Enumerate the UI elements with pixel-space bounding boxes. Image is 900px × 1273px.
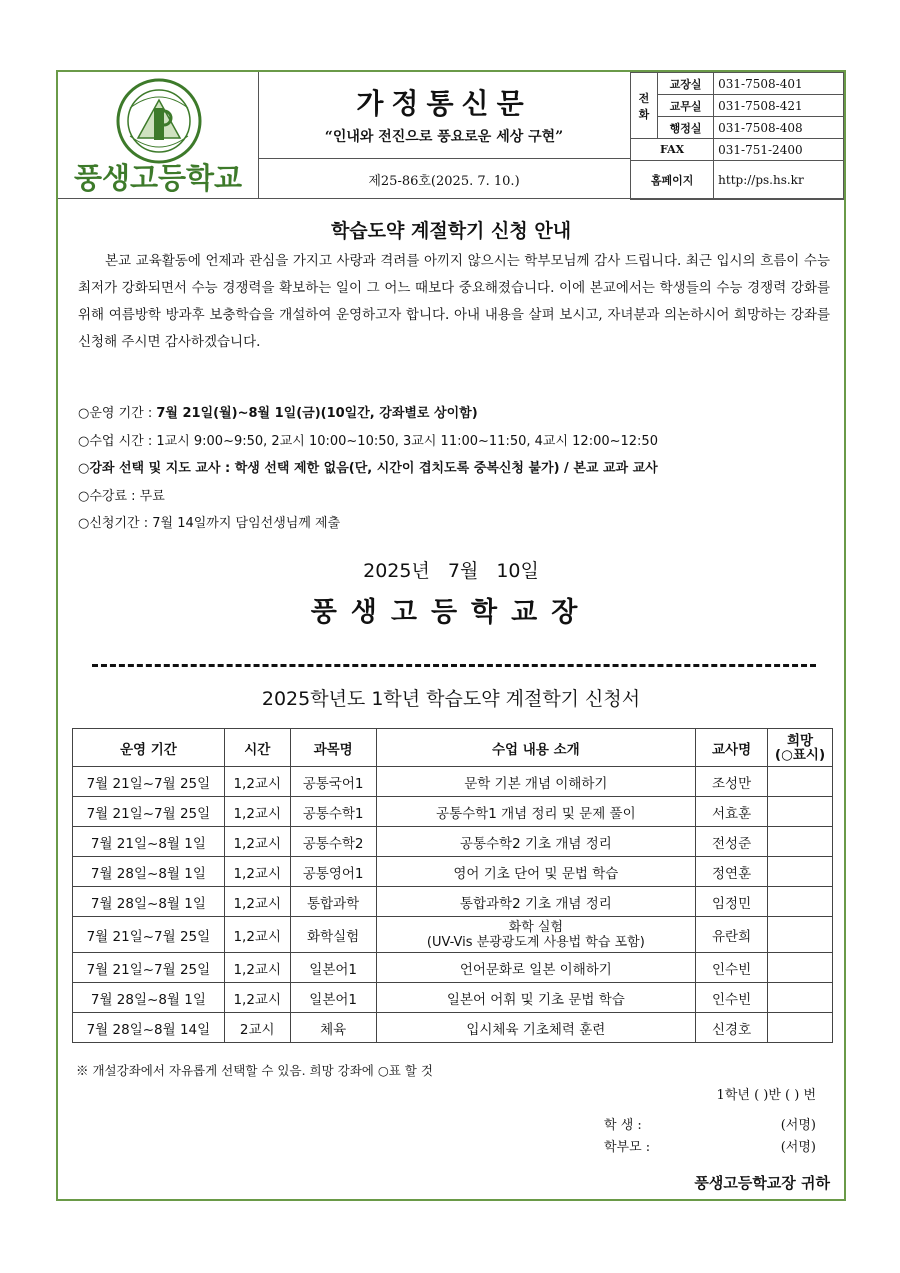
hope-checkbox-cell[interactable] bbox=[768, 797, 833, 827]
cut-line bbox=[92, 664, 816, 667]
content-cell: 통합과학2 기초 개념 정리 bbox=[376, 887, 696, 917]
notice-items bbox=[78, 400, 838, 538]
content-cell: 일본어 어휘 및 기초 문법 학습 bbox=[376, 983, 696, 1013]
column-header: 교사명 bbox=[696, 729, 768, 767]
issue-number: 제25-86호(2025. 7. 10.) bbox=[368, 174, 520, 189]
teacher-cell: 유란희 bbox=[696, 917, 768, 953]
column-header: 운영 기간 bbox=[73, 729, 225, 767]
student-signature-field[interactable]: (서명) bbox=[780, 1118, 816, 1133]
fax-value: 031-751-2400 bbox=[714, 139, 844, 161]
period-cell: 7월 28일~8월 14일 bbox=[73, 1013, 225, 1043]
student-label: 학 생 : bbox=[604, 1118, 642, 1133]
hope-checkbox-cell[interactable] bbox=[768, 827, 833, 857]
subject-cell: 일본어1 bbox=[290, 983, 376, 1013]
column-header: 수업 내용 소개 bbox=[376, 729, 696, 767]
content-cell bbox=[376, 917, 696, 953]
period-cell: 7월 28일~8월 1일 bbox=[73, 857, 225, 887]
hope-mark-label: (○표시) bbox=[774, 746, 826, 763]
content-cell: 언어문화로 일본 이해하기 bbox=[376, 953, 696, 983]
time-cell: 1,2교시 bbox=[224, 887, 290, 917]
time-cell: 2교시 bbox=[224, 1013, 290, 1043]
table-row bbox=[73, 917, 833, 953]
time-cell: 1,2교시 bbox=[224, 857, 290, 887]
hope-checkbox-cell[interactable] bbox=[768, 917, 833, 953]
time-cell: 1,2교시 bbox=[224, 983, 290, 1013]
fax-label: FAX bbox=[631, 139, 714, 161]
teacher-cell: 신경호 bbox=[696, 1013, 768, 1043]
notice-item-label: ○수업 시간 : bbox=[78, 433, 157, 449]
period-cell: 7월 21일~7월 25일 bbox=[73, 953, 225, 983]
hope-checkbox-cell[interactable] bbox=[768, 1013, 833, 1043]
notice-item-value: 7월 21일(월)~8월 1일(금)(10일간, 강좌별로 상이함) bbox=[156, 406, 478, 421]
teacher-cell: 서효훈 bbox=[696, 797, 768, 827]
period-cell: 7월 21일~7월 25일 bbox=[73, 767, 225, 797]
teacher-cell: 정연훈 bbox=[696, 857, 768, 887]
notice-item bbox=[78, 483, 838, 511]
hope-label: 희망 bbox=[786, 732, 814, 749]
notice-paragraph: 본교 교육활동에 언제과 관심을 가지고 사랑과 격려를 아끼지 않으시는 학부모님께 감사 드립니다. 최근 입시의 흐름이 수능 최저가 강화되면서 수능 경쟁력을 확보하는 일이 그 어느 때보다 중요해졌습니다. 이에 본교에서는 학생들의 수능 경쟁력 강화를 위해 여름방학 방과후 보충학습을 개설하여 운영하고자 합니다. 아내 내용을 살펴 보시고, 자녀분과 의논하시어 희망하는 강좌를 신청해 주시면 감사하겠습니다. bbox=[78, 253, 830, 350]
newsletter-title: 가정통신문 bbox=[356, 87, 532, 120]
content-line: (UV-Vis 분광광도계 사용법 학습 포함) bbox=[426, 934, 645, 950]
subject-cell: 공통수학2 bbox=[290, 827, 376, 857]
column-header-hope bbox=[768, 729, 833, 767]
content-cell: 문학 기본 개념 이해하기 bbox=[376, 767, 696, 797]
notice-item-value: 무료 bbox=[139, 488, 165, 504]
table-row bbox=[73, 767, 833, 797]
content-cell: 영어 기초 단어 및 문법 학습 bbox=[376, 857, 696, 887]
notice-item bbox=[78, 455, 838, 483]
teacher-cell: 전성준 bbox=[696, 827, 768, 857]
principal-signature: 풍생고등학교장 bbox=[310, 597, 592, 628]
column-header: 시간 bbox=[224, 729, 290, 767]
school-seal-icon bbox=[116, 78, 202, 164]
time-cell: 1,2교시 bbox=[224, 917, 290, 953]
notice-item bbox=[78, 510, 838, 538]
subject-cell: 공통영어1 bbox=[290, 857, 376, 887]
teacher-cell: 인수빈 bbox=[696, 983, 768, 1013]
subject-cell: 화학실험 bbox=[290, 917, 376, 953]
period-cell: 7월 21일~7월 25일 bbox=[73, 917, 225, 953]
teacher-cell: 임정민 bbox=[696, 887, 768, 917]
content-cell: 입시체육 기초체력 훈련 bbox=[376, 1013, 696, 1043]
school-logo bbox=[58, 72, 259, 198]
period-cell: 7월 21일~7월 25일 bbox=[73, 797, 225, 827]
contact-label: 교장실 bbox=[658, 73, 714, 95]
content-cell: 공통수학1 개념 정리 및 문제 풀이 bbox=[376, 797, 696, 827]
hope-checkbox-cell[interactable] bbox=[768, 767, 833, 797]
content-cell: 공통수학2 기초 개념 정리 bbox=[376, 827, 696, 857]
period-cell: 7월 28일~8월 1일 bbox=[73, 983, 225, 1013]
course-table-header bbox=[73, 729, 833, 767]
form-title: 2025학년도 1학년 학습도약 계절학기 신청서 bbox=[261, 688, 641, 710]
hope-checkbox-cell[interactable] bbox=[768, 983, 833, 1013]
contact-label: 교무실 bbox=[658, 95, 714, 117]
time-cell: 1,2교시 bbox=[224, 797, 290, 827]
parent-signature-field[interactable]: (서명) bbox=[780, 1140, 816, 1155]
time-cell: 1,2교시 bbox=[224, 767, 290, 797]
notice-title: 학습도약 계절학기 신청 안내 bbox=[330, 220, 572, 242]
subject-cell: 통합과학 bbox=[290, 887, 376, 917]
homepage-link[interactable]: http://ps.hs.kr bbox=[714, 161, 844, 200]
table-row bbox=[73, 887, 833, 917]
course-table bbox=[72, 728, 833, 1043]
contact-label: 행정실 bbox=[658, 117, 714, 139]
subject-cell: 체육 bbox=[290, 1013, 376, 1043]
newsletter-header bbox=[58, 72, 844, 199]
table-row bbox=[73, 1013, 833, 1043]
contact-value: 031-7508-408 bbox=[714, 117, 844, 139]
notice-item bbox=[78, 400, 838, 428]
content-line: 화학 실험 bbox=[508, 919, 564, 935]
phone-label: 전화 bbox=[631, 73, 658, 139]
hope-checkbox-cell[interactable] bbox=[768, 887, 833, 917]
table-row bbox=[73, 983, 833, 1013]
table-row bbox=[73, 797, 833, 827]
column-header: 과목명 bbox=[290, 729, 376, 767]
parent-label: 학부모 : bbox=[604, 1140, 651, 1155]
form-note: ※ 개설강좌에서 자유롭게 선택할 수 있음. 희망 강좌에 ○표 할 것 bbox=[76, 1063, 433, 1078]
notice-item-value: 7월 14일까지 담임선생님께 제출 bbox=[152, 516, 341, 531]
addressee: 풍생고등학교장 귀하 bbox=[694, 1174, 830, 1192]
table-row bbox=[73, 953, 833, 983]
contact-value: 031-7508-421 bbox=[714, 95, 844, 117]
hope-checkbox-cell[interactable] bbox=[768, 953, 833, 983]
notice-item-label: ○신청기간 : bbox=[78, 516, 153, 531]
notice-item-value: 학생 선택 제한 없음(단, 시간이 겹치도록 중복신청 불가) / 본교 교과 교사 bbox=[234, 461, 658, 476]
school-name-logo: 풍생고등학교 bbox=[73, 161, 243, 195]
table-row bbox=[73, 827, 833, 857]
subject-cell: 일본어1 bbox=[290, 953, 376, 983]
hope-checkbox-cell[interactable] bbox=[768, 857, 833, 887]
notice-item-label: ○수강료 : bbox=[78, 488, 140, 504]
notice-item-label: ○운영 기간 : bbox=[78, 406, 157, 421]
notice-item-label: ○강좌 선택 및 지도 교사 : bbox=[78, 461, 235, 476]
time-cell: 1,2교시 bbox=[224, 827, 290, 857]
issue-cell bbox=[258, 158, 631, 198]
newsletter-frame bbox=[56, 70, 846, 1201]
table-row bbox=[73, 857, 833, 887]
teacher-cell: 조성만 bbox=[696, 767, 768, 797]
title-cell bbox=[258, 72, 631, 159]
class-number-field[interactable]: 1학년 ( )반 ( ) 번 bbox=[716, 1088, 816, 1103]
period-cell: 7월 28일~8월 1일 bbox=[73, 887, 225, 917]
subject-cell: 공통수학1 bbox=[290, 797, 376, 827]
homepage-label: 홈페이지 bbox=[631, 161, 714, 200]
school-motto: “인내와 전진으로 풍요로운 세상 구현” bbox=[324, 129, 564, 145]
period-cell: 7월 21일~8월 1일 bbox=[73, 827, 225, 857]
notice-item-value: 1교시 9:00~9:50, 2교시 10:00~10:50, 3교시 11:00~11:50, 4교시 12:00~12:50 bbox=[156, 433, 658, 449]
time-cell: 1,2교시 bbox=[224, 953, 290, 983]
teacher-cell: 인수빈 bbox=[696, 953, 768, 983]
subject-cell: 공통국어1 bbox=[290, 767, 376, 797]
notice-date: 2025년 7월 10일 bbox=[363, 560, 539, 582]
contact-table bbox=[630, 72, 844, 200]
contact-value: 031-7508-401 bbox=[714, 73, 844, 95]
notice-item bbox=[78, 428, 838, 456]
